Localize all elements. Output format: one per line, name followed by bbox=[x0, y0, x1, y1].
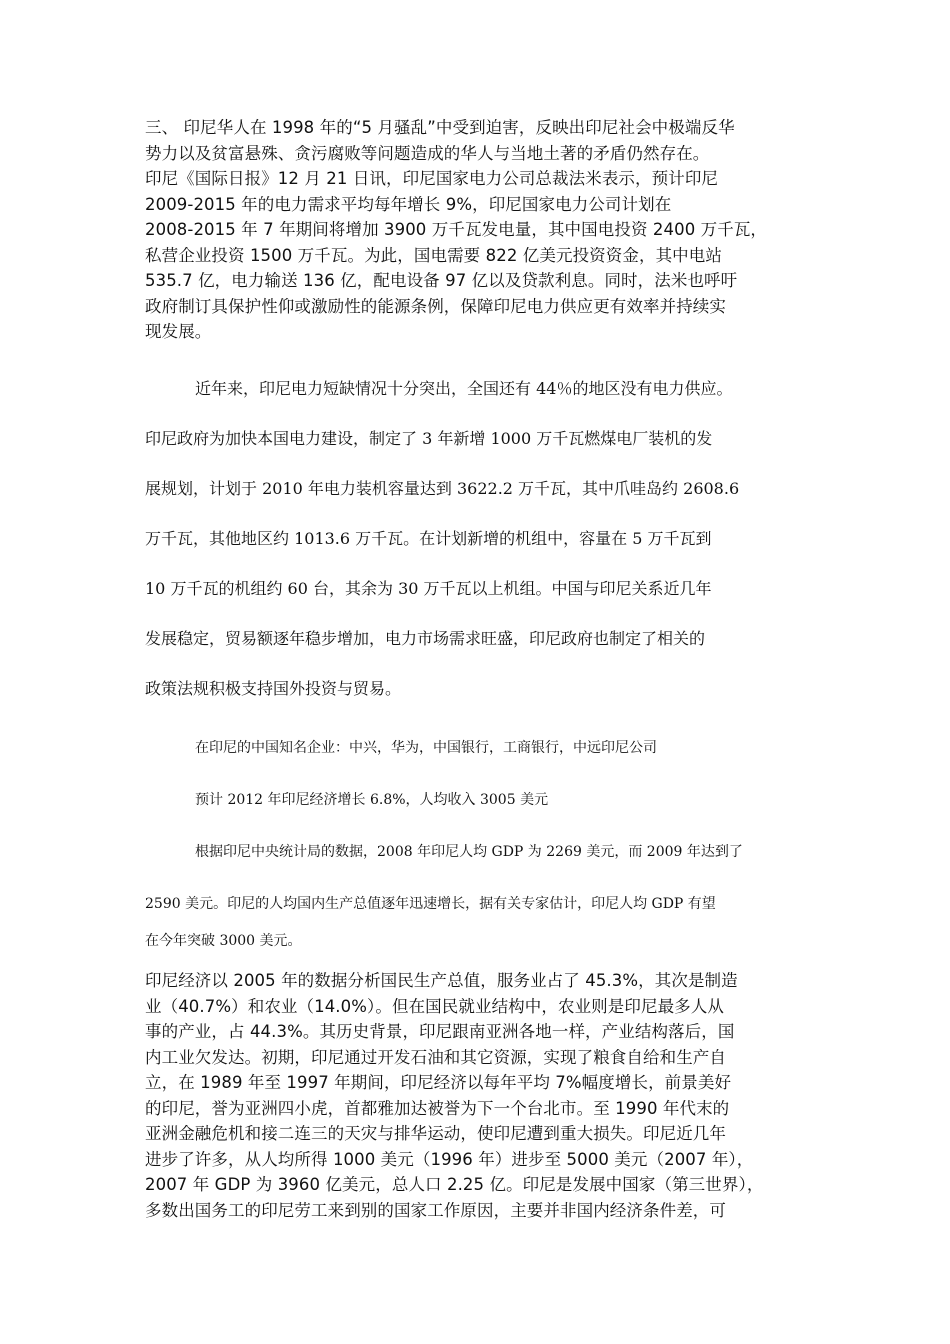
paragraph-economy-notes bbox=[145, 722, 810, 952]
text-line: 2590 美元。印尼的人均国内生产总值逐年迅速增长，据有关专家估计，印尼人均 GDP 有望 bbox=[145, 896, 716, 912]
text-line: 进步了许多，从人均所得 1000 美元（1996 年）进步至 5000 美元（2007 年）， bbox=[145, 1149, 754, 1169]
text-line: 在印尼的中国知名企业：中兴，华为，中国银行，工商银行，中远印尼公司 bbox=[195, 740, 657, 756]
text-line: 现发展。 bbox=[145, 322, 212, 341]
text-line: 2008-2015 年 7 年期间将增加 3900 万千瓦发电量，其中国电投资 2400 万千瓦， bbox=[145, 220, 768, 239]
text-line: 发展稳定，贸易额逐年稳步增加，电力市场需求旺盛，印尼政府也制定了相关的 bbox=[145, 629, 706, 648]
paragraph-power-shortage bbox=[145, 364, 810, 714]
text-line: 印尼《国际日报》12 月 21 日讯，印尼国家电力公司总裁法米表示，预计印尼 bbox=[145, 169, 719, 188]
text-line: 亚洲金融危机和接二连三的天灾与排华运动，使印尼遭到重大损失。印尼近几年 bbox=[145, 1124, 726, 1143]
text-line: 印尼经济以 2005 年的数据分析国民生产总值，服务业占了 45.3%，其次是制造 bbox=[145, 971, 738, 990]
text-line: 势力以及贫富悬殊、贪污腐败等问题造成的华人与当地土著的矛盾仍然存在。 bbox=[145, 143, 710, 163]
text-line: 在今年突破 3000 美元。 bbox=[145, 933, 302, 949]
text-line: 2009-2015 年的电力需求平均每年增长 9%，印尼国家电力公司计划在 bbox=[145, 194, 672, 214]
text-line: 展规划，计划于 2010 年电力装机容量达到 3622.2 万千瓦，其中爪哇岛约 2608.6 bbox=[145, 479, 740, 498]
text-line: 2007 年 GDP 为 3960 亿美元，总人口 2.25 亿。印尼是发展中国家（第三世界）， bbox=[145, 1175, 764, 1194]
text-line: 万千瓦，其他地区约 1013.6 万千瓦。在计划新增的机组中，容量在 5 万千瓦到 bbox=[145, 529, 712, 548]
paragraph-gdp-structure bbox=[145, 968, 810, 1223]
text-line: 多数出国务工的印尼劳工来到别的国家工作原因，主要并非国内经济条件差，可 bbox=[145, 1200, 726, 1220]
text-line: 立，在 1989 年至 1997 年期间，印尼经济以每年平均 7%幅度增长，前景美好 bbox=[145, 1073, 732, 1092]
text-line: 业（40.7%）和农业（14.0%）。但在国民就业结构中，农业则是印尼最多人从 bbox=[145, 996, 724, 1016]
text-line: 政策法规积极支持国外投资与贸易。 bbox=[145, 679, 402, 698]
text-line: 10 万千瓦的机组约 60 台，其余为 30 万千瓦以上机组。中国与印尼关系近几年 bbox=[145, 579, 712, 598]
text-line: 印尼政府为加快本国电力建设，制定了 3 年新增 1000 万千瓦燃煤电厂装机的发 bbox=[145, 429, 713, 448]
text-line: 事的产业，占 44.3%。其历史背景，印尼跟南亚洲各地一样，产业结构落后，国 bbox=[145, 1022, 735, 1041]
text-line: 政府制订具保护性仰或激励性的能源条例，保障印尼电力供应更有效率并持续实 bbox=[145, 296, 726, 316]
text-line: 近年来，印尼电力短缺情况十分突出，全国还有 44％的地区没有电力供应。 bbox=[195, 379, 733, 398]
text-line: 根据印尼中央统计局的数据，2008 年印尼人均 GDP 为 2269 美元，而 2009 年达到了 bbox=[195, 844, 743, 860]
text-line: 私营企业投资 1500 万千瓦。为此，国电需要 822 亿美元投资资金，其中电站 bbox=[145, 245, 722, 265]
text-line: 535.7 亿，电力输送 136 亿，配电设备 97 亿以及贷款利息。同时，法米也呼吁 bbox=[145, 271, 738, 290]
text-line: 内工业欠发达。初期，印尼通过开发石油和其它资源，实现了粮食自给和生产自 bbox=[145, 1047, 726, 1067]
paragraph-power-demand bbox=[145, 115, 810, 345]
text-line: 的印尼，誉为亚洲四小虎，首都雅加达被誉为下一个台北市。至 1990 年代末的 bbox=[145, 1098, 730, 1118]
text-line: 预计 2012 年印尼经济增长 6.8%，人均收入 3005 美元 bbox=[195, 792, 549, 808]
text-line: 三、 印尼华人在 1998 年的“5 月骚乱”中受到迫害，反映出印尼社会中极端反华 bbox=[145, 118, 735, 137]
